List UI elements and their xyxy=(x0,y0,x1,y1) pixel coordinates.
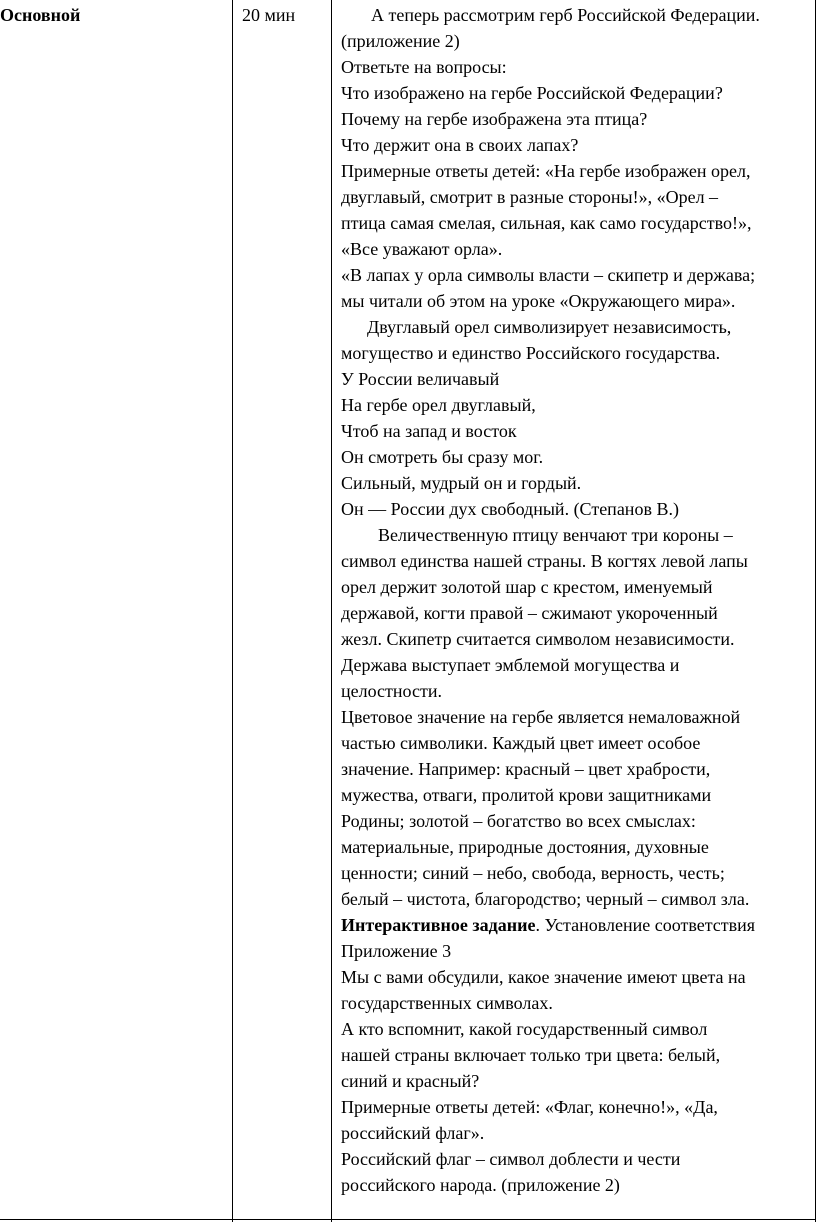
text-line: «В лапах у орла символы власти – скипетр и держава; xyxy=(341,265,756,285)
text-line: могущество и единство Российского государства. xyxy=(341,343,721,363)
text-line: мы читали об этом на уроке «Окружающего мира». xyxy=(341,291,736,311)
task-title: Интерактивное задание xyxy=(341,915,536,935)
poem-line: Он — России дух свободный. (Степанов В.) xyxy=(341,499,679,519)
text-line: Что держит она в своих лапах? xyxy=(341,135,579,155)
text-line: (приложение 2) xyxy=(341,31,460,51)
text-line: российского народа. (приложение 2) xyxy=(341,1175,620,1195)
text-line: государственных символах. xyxy=(341,993,553,1013)
text-line: значение. Например: красный – цвет храбрости, xyxy=(341,759,711,779)
text-line: Родины; золотой – богатство во всех смыслах: xyxy=(341,811,696,831)
text-line: Российский флаг – символ доблести и чести xyxy=(341,1149,681,1169)
column-divider xyxy=(232,0,233,1222)
table-bottom-border xyxy=(0,1219,816,1220)
text-line: Приложение 3 xyxy=(341,941,452,961)
stage-cell: Основной xyxy=(0,5,81,25)
text-line: орел держит золотой шар с крестом, именуемый xyxy=(341,577,713,597)
text-line: мужества, отваги, пролитой крови защитниками xyxy=(341,785,712,805)
text-line: нашей страны включает только три цвета: белый, xyxy=(341,1045,721,1065)
task-line xyxy=(341,912,813,938)
poem-line: На гербе орел двуглавый, xyxy=(341,395,536,415)
column-divider xyxy=(331,0,332,1222)
text-line: целостности. xyxy=(341,681,442,701)
text-line: Примерные ответы детей: «Флаг, конечно!», «Да, xyxy=(341,1097,718,1117)
text-line: Величественную птицу венчают три короны – xyxy=(378,525,733,545)
text-line: А кто вспомнит, какой государственный символ xyxy=(341,1019,708,1039)
text-line: Цветовое значение на гербе является немаловажной xyxy=(341,707,741,727)
text-line: Двуглавый орел символизирует независимость, xyxy=(367,317,732,337)
time-cell: 20 мин xyxy=(242,5,296,25)
text-line: державой, когти правой – сжимают укороченный xyxy=(341,603,718,623)
text-line: российский флаг». xyxy=(341,1123,485,1143)
text-line: двуглавый, смотрит в разные стороны!», «Орел – xyxy=(341,187,719,207)
task-description: . Установление соответствия xyxy=(535,915,756,935)
text-line: А теперь рассмотрим герб Российской Федерации. xyxy=(371,5,760,25)
text-line: символ единства нашей страны. В когтях левой лапы xyxy=(341,551,748,571)
poem-line: Он смотреть бы сразу мог. xyxy=(341,447,544,467)
text-line: материальные, природные достояния, духовные xyxy=(341,837,709,857)
text-line: птица самая смелая, сильная, как само государство!», xyxy=(341,213,752,233)
text-line: синий и красный? xyxy=(341,1071,480,1091)
text-line: Что изображено на гербе Российской Федерации? xyxy=(341,83,723,103)
text-line: Почему на гербе изображена эта птица? xyxy=(341,109,648,129)
text-line: Примерные ответы детей: «На гербе изображен орел, xyxy=(341,161,751,181)
text-line: «Все уважают орла». xyxy=(341,239,503,259)
poem-line: У России величавый xyxy=(341,369,500,389)
text-line: жезл. Скипетр считается символом независимости. xyxy=(341,629,735,649)
text-line: Держава выступает эмблемой могущества и xyxy=(341,655,680,675)
poem-line: Чтоб на запад и восток xyxy=(341,421,517,441)
text-line: Мы с вами обсудили, какое значение имеют цвета на xyxy=(341,967,746,987)
text-line: белый – чистота, благородство; черный – символ зла. xyxy=(341,889,750,909)
poem-line: Сильный, мудрый он и гордый. xyxy=(341,473,582,493)
text-line: ценности; синий – небо, свобода, верность, честь; xyxy=(341,863,725,883)
text-line: Ответьте на вопросы: xyxy=(341,57,507,77)
text-line: частью символики. Каждый цвет имеет особое xyxy=(341,733,701,753)
content-cell xyxy=(341,2,813,1198)
